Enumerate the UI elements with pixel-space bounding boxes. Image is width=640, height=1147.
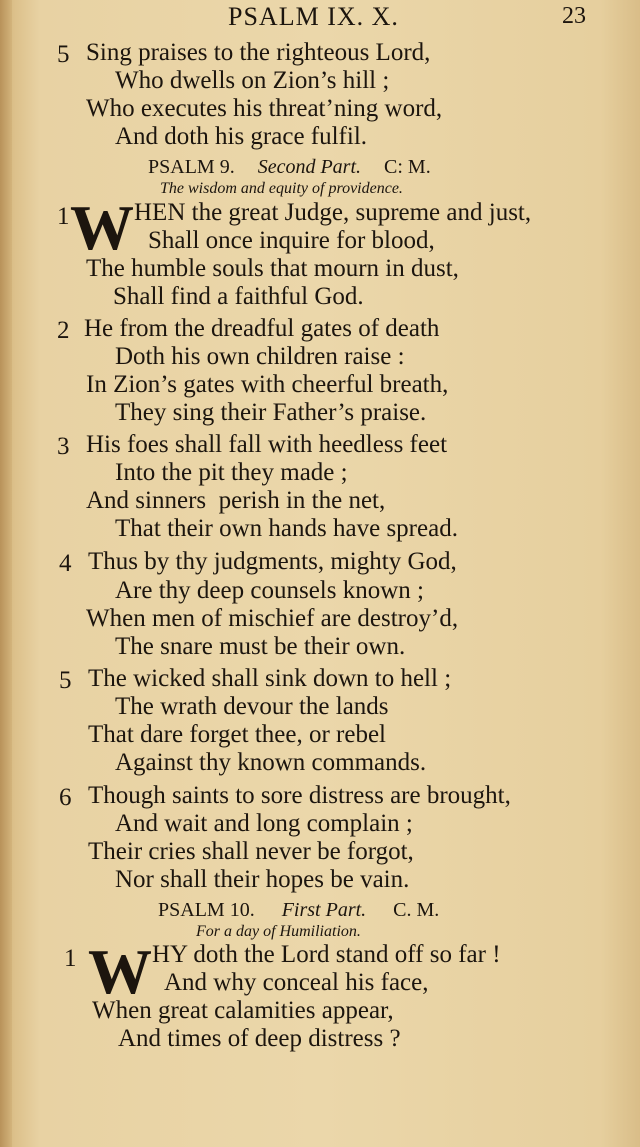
psalm-meter: C: M. — [384, 156, 431, 178]
verse-line: When men of mischief are destroy’d, — [86, 605, 459, 632]
verse-number: 5 — [57, 41, 70, 68]
verse-line: And times of deep distress ? — [118, 1025, 401, 1052]
verse-line: Shall once inquire for blood, — [148, 227, 435, 254]
verse-line: Doth his own children raise : — [115, 343, 405, 370]
psalm-heading — [158, 900, 439, 920]
verse-line: Though saints to sore distress are brought, — [88, 782, 511, 809]
verse-line: And why conceal his face, — [164, 969, 429, 996]
verse-number: 6 — [59, 784, 72, 811]
verse-line: Who executes his threat’ning word, — [86, 95, 443, 122]
verse-line: That dare forget thee, or rebel — [88, 721, 386, 748]
verse-line: The wrath devour the lands — [115, 693, 389, 720]
psalm-subtitle: For a day of Humiliation. — [196, 923, 361, 940]
drop-cap: W — [88, 936, 152, 1007]
verse-line: In Zion’s gates with cheerful breath, — [86, 371, 449, 398]
verse-line: And doth his grace fulfil. — [115, 123, 368, 150]
page-binding-edge — [0, 0, 12, 1147]
verse-line: Are thy deep counsels known ; — [115, 577, 424, 604]
verse-line: That their own hands have spread. — [115, 515, 458, 542]
verse-line: His foes shall fall with heedless feet — [86, 431, 448, 458]
psalm-meter: C. M. — [393, 899, 440, 921]
verse-line: Nor shall their hopes be vain. — [115, 866, 410, 893]
verse-line: Their cries shall never be forgot, — [88, 838, 414, 865]
psalm-label: PSALM 10. — [158, 899, 255, 921]
verse-line: Sing praises to the righteous Lord, — [86, 39, 431, 66]
verse-number: 3 — [57, 433, 70, 460]
psalm-subtitle: The wisdom and equity of providence. — [160, 180, 403, 197]
verse-line: Into the pit they made ; — [115, 459, 348, 486]
psalm-label: PSALM 9. — [148, 156, 235, 178]
verse-line: And sinners perish in the net, — [86, 487, 386, 514]
verse-line: Shall find a faithful God. — [113, 283, 364, 310]
verse-line: HY doth the Lord stand off so far ! — [152, 941, 501, 968]
psalm-part: First Part. — [281, 899, 367, 921]
verse-line: Against thy known commands. — [115, 749, 427, 776]
page-title: PSALM IX. X. — [228, 2, 399, 31]
verse-line: The humble souls that mourn in dust, — [86, 255, 459, 282]
verse-line: Thus by thy judgments, mighty God, — [88, 548, 457, 575]
verse-line: HEN the great Judge, supreme and just, — [134, 199, 532, 226]
verse-line: The wicked shall sink down to hell ; — [88, 665, 452, 692]
page-number: 23 — [562, 3, 586, 29]
verse-line: Who dwells on Zion’s hill ; — [115, 67, 390, 94]
verse-line: He from the dreadful gates of death — [84, 315, 440, 342]
psalm-part: Second Part. — [257, 156, 362, 178]
verse-number: 1 — [64, 945, 77, 972]
verse-number: 1 — [57, 203, 70, 230]
verse-number: 2 — [57, 317, 70, 344]
drop-cap: W — [70, 192, 134, 263]
verse-line: When great calamities appear, — [92, 997, 394, 1024]
verse-number: 5 — [59, 667, 72, 694]
verse-number: 4 — [59, 550, 72, 577]
verse-line: They sing their Father’s praise. — [115, 399, 427, 426]
verse-line: And wait and long complain ; — [115, 810, 413, 837]
verse-line: The snare must be their own. — [115, 633, 406, 660]
psalm-heading — [148, 157, 431, 177]
